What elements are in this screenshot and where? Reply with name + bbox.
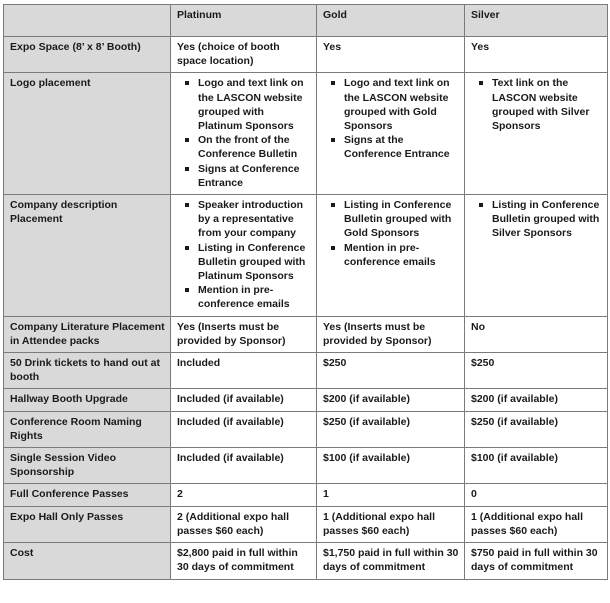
bullet-list: [177, 198, 311, 312]
cell-text: Yes (Inserts must be provided by Sponsor): [323, 320, 432, 347]
cell-gold: [317, 195, 465, 317]
bullet-item: Signs at Conference Entrance: [198, 162, 311, 190]
cell-platinum: [171, 506, 317, 542]
cell-silver: [465, 484, 608, 506]
cell-text: Included: [177, 357, 221, 370]
cell-gold: [317, 543, 465, 579]
cell-text: $250: [323, 357, 347, 370]
bullet-item: Mention in pre-conference emails: [344, 241, 459, 269]
cell-gold: [317, 389, 465, 411]
cell-text: $250: [471, 357, 495, 370]
cell-text: $100 (if available): [323, 452, 410, 465]
cell-platinum: [171, 195, 317, 317]
table-row: [4, 543, 608, 579]
row-label: Cost: [4, 543, 171, 579]
cell-silver: [465, 543, 608, 579]
cell-text: 2: [177, 488, 183, 501]
cell-platinum: [171, 448, 317, 484]
cell-platinum: [171, 73, 317, 195]
bullet-item: Mention in pre-conference emails: [198, 283, 311, 311]
cell-gold: [317, 506, 465, 542]
cell-text: 1: [323, 488, 329, 501]
cell-text: 1 (Additional expo hall passes $60 each): [323, 510, 436, 537]
cell-gold: [317, 411, 465, 447]
bullet-item: Speaker introduction by a representative from your company: [198, 198, 311, 241]
table-row: [4, 73, 608, 195]
table-body: [4, 5, 608, 580]
sponsorship-comparison-table: [3, 4, 608, 580]
cell-text: $250 (if available): [323, 415, 410, 428]
row-label: Expo Space (8’ x 8’ Booth): [4, 37, 171, 73]
cell-platinum: [171, 353, 317, 389]
cell-platinum: [171, 411, 317, 447]
cell-gold: [317, 316, 465, 352]
table-header-row: [4, 5, 608, 37]
cell-silver: [465, 506, 608, 542]
cell-gold: [317, 448, 465, 484]
bullet-item: Listing in Conference Bulletin grouped with Gold Sponsors: [344, 198, 459, 241]
cell-text: $100 (if available): [471, 452, 558, 465]
cell-text: $200 (if available): [471, 393, 558, 406]
row-label: Logo placement: [4, 73, 171, 195]
cell-text: Included (if available): [177, 415, 284, 428]
bullet-list: [177, 76, 311, 190]
cell-text: $2,800 paid in full within 30 days of commitment: [177, 547, 298, 574]
row-label: Expo Hall Only Passes: [4, 506, 171, 542]
cell-text: 0: [471, 488, 477, 501]
cell-silver: [465, 448, 608, 484]
cell-text: $200 (if available): [323, 393, 410, 406]
table-row: [4, 37, 608, 73]
cell-silver: [465, 389, 608, 411]
bullet-item: Signs at the Conference Entrance: [344, 133, 459, 161]
cell-platinum: [171, 316, 317, 352]
table-row: [4, 316, 608, 352]
bullet-list: [323, 198, 459, 269]
header-cell-platinum: Platinum: [171, 5, 317, 37]
cell-text: 1 (Additional expo hall passes $60 each): [471, 510, 584, 537]
cell-text: No: [471, 320, 485, 333]
cell-silver: [465, 73, 608, 195]
row-label: Company Literature Placement in Attendee packs: [4, 316, 171, 352]
bullet-item: On the front of the Conference Bulletin: [198, 133, 311, 161]
row-label: Hallway Booth Upgrade: [4, 389, 171, 411]
bullet-item: Text link on the LASCON website grouped with Silver Sponsors: [492, 76, 602, 133]
cell-text: Yes (choice of booth space location): [177, 41, 280, 68]
bullet-list: [323, 76, 459, 161]
bullet-item: Logo and text link on the LASCON website grouped with Platinum Sponsors: [198, 76, 311, 133]
cell-gold: [317, 484, 465, 506]
table-row: [4, 195, 608, 317]
cell-platinum: [171, 389, 317, 411]
bullet-item: Logo and text link on the LASCON website grouped with Gold Sponsors: [344, 76, 459, 133]
table-row: [4, 448, 608, 484]
cell-silver: [465, 195, 608, 317]
cell-gold: [317, 37, 465, 73]
table-row: [4, 484, 608, 506]
cell-text: Included (if available): [177, 452, 284, 465]
bullet-item: Listing in Conference Bulletin grouped with Silver Sponsors: [492, 198, 602, 241]
table-row: [4, 353, 608, 389]
row-label: Conference Room Naming Rights: [4, 411, 171, 447]
cell-silver: [465, 316, 608, 352]
header-cell-feature: [4, 5, 171, 37]
table-row: [4, 411, 608, 447]
row-label: Company description Placement: [4, 195, 171, 317]
cell-platinum: [171, 37, 317, 73]
row-label: Full Conference Passes: [4, 484, 171, 506]
cell-gold: [317, 353, 465, 389]
cell-text: Yes: [323, 41, 342, 53]
header-cell-gold: Gold: [317, 5, 465, 37]
cell-text: Yes (Inserts must be provided by Sponsor): [177, 320, 286, 347]
cell-gold: [317, 73, 465, 195]
cell-text: 2 (Additional expo hall passes $60 each): [177, 510, 290, 537]
cell-text: Yes: [471, 41, 490, 53]
cell-text: $250 (if available): [471, 415, 558, 428]
cell-platinum: [171, 543, 317, 579]
cell-silver: [465, 37, 608, 73]
row-label: Single Session Video Sponsorship: [4, 448, 171, 484]
bullet-list: [471, 198, 602, 241]
bullet-item: Listing in Conference Bulletin grouped with Platinum Sponsors: [198, 241, 311, 284]
header-cell-silver: Silver: [465, 5, 608, 37]
cell-text: $750 paid in full within 30 days of commitment: [471, 547, 598, 574]
table-row: [4, 389, 608, 411]
cell-silver: [465, 411, 608, 447]
row-label: 50 Drink tickets to hand out at booth: [4, 353, 171, 389]
cell-text: $1,750 paid in full within 30 days of commitment: [323, 547, 459, 574]
table-row: [4, 506, 608, 542]
cell-text: Included (if available): [177, 393, 284, 406]
cell-platinum: [171, 484, 317, 506]
cell-silver: [465, 353, 608, 389]
bullet-list: [471, 76, 602, 133]
